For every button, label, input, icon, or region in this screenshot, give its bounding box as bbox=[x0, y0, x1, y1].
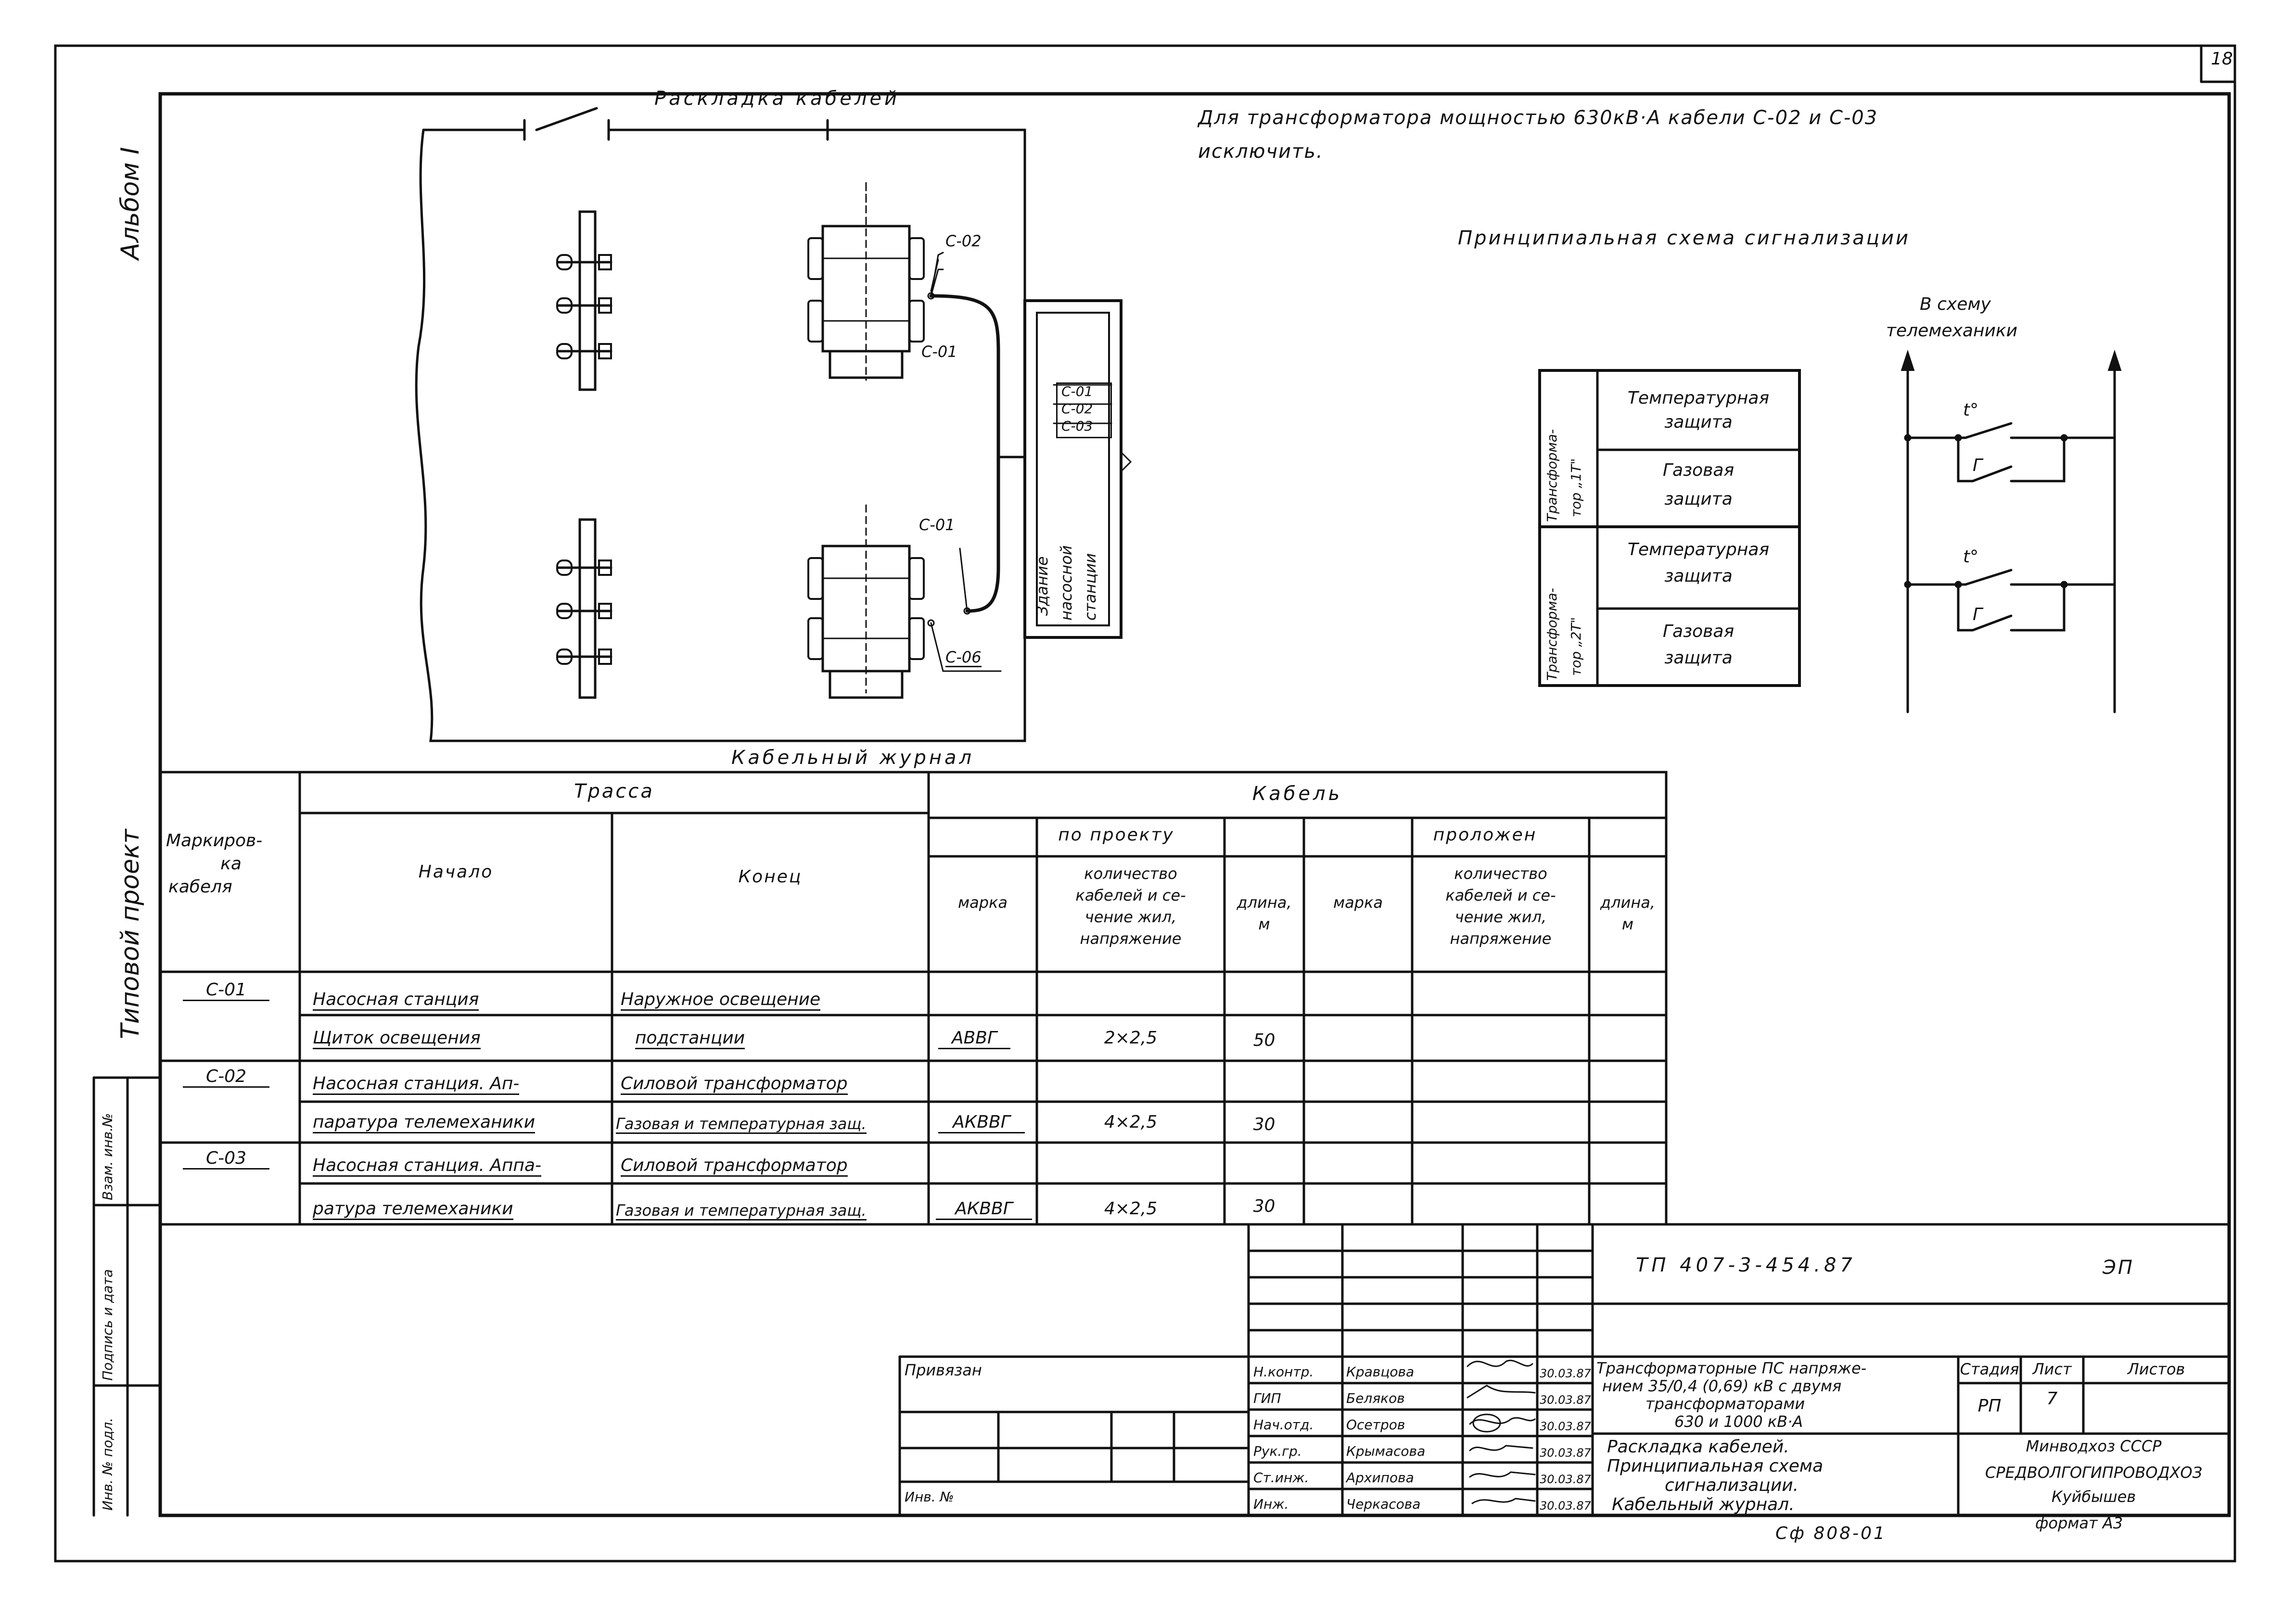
role-3: Рук.гр. bbox=[1253, 1443, 1302, 1459]
row2-brand: АВВГ bbox=[938, 1030, 1010, 1049]
transformer-1-name-2: тор „1Т" bbox=[1568, 458, 1584, 517]
cable-label-c01-bottom: С-01 bbox=[919, 516, 955, 534]
sheet-value: 7 bbox=[2046, 1389, 2058, 1409]
page-number: 18 bbox=[2211, 49, 2233, 69]
name-2: Осетров bbox=[1346, 1417, 1405, 1433]
row5-start: Насосная станция. Аппа- bbox=[313, 1157, 541, 1177]
sheets-label: Листов bbox=[2127, 1360, 2185, 1378]
row2-end: подстанции bbox=[635, 1030, 745, 1049]
protection-gas-2a: Газовая bbox=[1662, 622, 1735, 641]
date-1: 30.03.87 bbox=[1540, 1393, 1591, 1407]
transformer-2-name-1: Трансформа- bbox=[1544, 588, 1560, 681]
hdr-qty-laid-3: чение жил, bbox=[1454, 908, 1547, 926]
description-3: трансформаторами bbox=[1645, 1395, 1805, 1413]
stage-value: РП bbox=[1977, 1396, 2002, 1416]
protection-gas-1b: защита bbox=[1664, 489, 1733, 509]
building-label-2: насосной bbox=[1057, 545, 1075, 621]
row4-brand: АКВВГ bbox=[938, 1114, 1025, 1133]
role-5: Инж. bbox=[1253, 1496, 1289, 1512]
outer-frame bbox=[55, 46, 2235, 1561]
building-label-1: Здание bbox=[1033, 556, 1051, 616]
sheet-title-2: Принципиальная схема bbox=[1607, 1456, 1824, 1476]
row5-mark: С-03 bbox=[183, 1150, 269, 1170]
stamp-inv-label: Инв. № подл. bbox=[100, 1417, 115, 1511]
row2-len: 50 bbox=[1253, 1030, 1276, 1050]
row1-end: Наружное освещение bbox=[621, 991, 820, 1011]
hdr-len-project-2: м bbox=[1258, 915, 1270, 933]
role-1: ГИП bbox=[1253, 1390, 1281, 1406]
layout-title: Раскладка кабелей bbox=[654, 88, 900, 110]
inv-label: Инв. № bbox=[905, 1489, 954, 1505]
date-4: 30.03.87 bbox=[1540, 1473, 1591, 1486]
protection-temp-2b: защита bbox=[1664, 566, 1733, 586]
protection-temp-1a: Температурная bbox=[1627, 388, 1770, 408]
role-2: Нач.отд. bbox=[1253, 1417, 1314, 1433]
row5-end: Силовой трансформатор bbox=[621, 1157, 848, 1177]
bundle-label-c03: С-03 bbox=[1061, 418, 1093, 434]
note-line-1: Для трансформатора мощностью 630кВ·А кабели С-02 и С-03 bbox=[1198, 107, 1878, 129]
project-type-label: Типовой проект bbox=[116, 829, 145, 1039]
relay-temp-2: t° bbox=[1963, 547, 1979, 567]
org-1: Минводхоз СССР bbox=[2026, 1437, 2162, 1455]
date-3: 30.03.87 bbox=[1540, 1446, 1591, 1460]
description-1: Трансформаторные ПС напряже- bbox=[1596, 1359, 1867, 1377]
inner-frame bbox=[160, 94, 2229, 1515]
sheet-title-1: Раскладка кабелей. bbox=[1607, 1437, 1789, 1457]
sheet-title-4: Кабельный журнал. bbox=[1612, 1495, 1795, 1514]
sheet-title-3: сигнализации. bbox=[1665, 1475, 1799, 1495]
role-4: Ст.инж. bbox=[1253, 1470, 1309, 1486]
hdr-cable: Кабель bbox=[1252, 783, 1343, 805]
journal-title: Кабельный журнал bbox=[731, 747, 975, 769]
name-5: Черкасова bbox=[1346, 1496, 1421, 1512]
stamp-signature-label: Подпись и дата bbox=[100, 1269, 115, 1381]
hdr-qty-project-1: количество bbox=[1084, 865, 1177, 883]
org-2: СРЕДВОЛГОГИПРОВОДХОЗ bbox=[1985, 1463, 2203, 1482]
row6-len: 30 bbox=[1253, 1196, 1276, 1216]
album-label: Альбом I bbox=[116, 147, 145, 260]
row3-start: Насосная станция. Ап- bbox=[313, 1075, 519, 1095]
hdr-route: Трасса bbox=[574, 780, 654, 802]
transformer-1-name-1: Трансформа- bbox=[1544, 429, 1560, 522]
transformer-2-name-2: тор „2Т" bbox=[1568, 617, 1584, 676]
row4-start: паратура телемеханики bbox=[313, 1114, 535, 1133]
row2-qty: 2×2,5 bbox=[1104, 1028, 1158, 1048]
row6-brand: АКВВГ bbox=[936, 1200, 1032, 1220]
name-1: Беляков bbox=[1346, 1390, 1405, 1406]
hdr-mark-1: Маркиров- bbox=[166, 831, 263, 851]
date-0: 30.03.87 bbox=[1540, 1367, 1591, 1380]
row6-end: Газовая и температурная защ. bbox=[616, 1201, 867, 1220]
row6-start: ратура телемеханики bbox=[313, 1200, 513, 1220]
hdr-qty-laid-4: напряжение bbox=[1450, 929, 1552, 948]
row2-start: Щиток освещения bbox=[313, 1030, 481, 1049]
row3-mark: С-02 bbox=[183, 1068, 269, 1088]
role-0: Н.контр. bbox=[1253, 1364, 1314, 1380]
row4-end: Газовая и температурная защ. bbox=[616, 1115, 867, 1133]
relay-gas-1: Г bbox=[1973, 456, 1983, 475]
building-label-3: станции bbox=[1081, 553, 1099, 621]
hdr-by-project: по проекту bbox=[1058, 825, 1174, 845]
sheet-label: Лист bbox=[2032, 1360, 2072, 1378]
row6-qty: 4×2,5 bbox=[1104, 1199, 1158, 1219]
archive-number: Сф 808-01 bbox=[1775, 1524, 1887, 1543]
date-2: 30.03.87 bbox=[1540, 1420, 1591, 1433]
cable-label-c06: С-06 bbox=[945, 648, 982, 666]
protection-gas-1a: Газовая bbox=[1662, 460, 1735, 480]
hdr-qty-project-4: напряжение bbox=[1080, 929, 1182, 948]
note-line-2: исключить. bbox=[1198, 140, 1324, 163]
row4-len: 30 bbox=[1253, 1115, 1276, 1134]
scheme-target-line-1: В схему bbox=[1920, 294, 1991, 314]
row4-qty: 4×2,5 bbox=[1104, 1112, 1158, 1132]
description-4: 630 и 1000 кВ·А bbox=[1674, 1412, 1803, 1431]
hdr-len-laid-1: длина, bbox=[1600, 893, 1656, 912]
hdr-start: Начало bbox=[418, 862, 494, 882]
hdr-len-project-1: длина, bbox=[1237, 893, 1292, 912]
hdr-brand-laid: марка bbox=[1333, 893, 1383, 912]
cable-bundle-box bbox=[1056, 382, 1112, 438]
hdr-brand-project: марка bbox=[958, 893, 1008, 912]
attached-label: Привязан bbox=[905, 1361, 982, 1379]
protection-temp-2a: Температурная bbox=[1627, 540, 1770, 559]
bundle-label-c01: С-01 bbox=[1061, 383, 1093, 399]
hdr-len-laid-2: м bbox=[1621, 915, 1634, 933]
document-code: ТП 407-3-454.87 bbox=[1636, 1254, 1856, 1276]
sheet-format: формат А3 bbox=[2035, 1514, 2123, 1532]
row3-end: Силовой трансформатор bbox=[621, 1075, 848, 1095]
hdr-qty-laid-1: количество bbox=[1454, 865, 1547, 883]
relay-gas-2: Г bbox=[1973, 605, 1983, 624]
cable-label-c02: С-02 bbox=[945, 232, 982, 250]
cable-label-c01-top: С-01 bbox=[921, 343, 957, 361]
relay-temp-1: t° bbox=[1963, 400, 1979, 420]
description-2: нием 35/0,4 (0,69) кВ с двумя bbox=[1602, 1377, 1842, 1395]
org-3: Куйбышев bbox=[2051, 1488, 2136, 1506]
hdr-qty-project-3: чение жил, bbox=[1084, 908, 1177, 926]
scheme-target-line-2: телемеханики bbox=[1886, 321, 2018, 341]
hdr-end: Конец bbox=[738, 867, 803, 887]
stage-label: Стадия bbox=[1960, 1360, 2019, 1378]
stamp-replace-label: Взам. инв.№ bbox=[100, 1113, 115, 1200]
hdr-mark-2: ка bbox=[220, 854, 242, 874]
signal-scheme-title: Принципиальная схема сигнализации bbox=[1458, 227, 1910, 249]
protection-temp-1b: защита bbox=[1664, 412, 1733, 432]
date-5: 30.03.87 bbox=[1540, 1499, 1591, 1513]
name-3: Крымасова bbox=[1346, 1443, 1426, 1459]
hdr-mark-3: кабеля bbox=[168, 877, 232, 897]
document-section: ЭП bbox=[2103, 1257, 2135, 1279]
bundle-label-c02: С-02 bbox=[1061, 401, 1093, 417]
name-4: Архипова bbox=[1346, 1470, 1414, 1486]
name-0: Кравцова bbox=[1346, 1364, 1415, 1380]
row1-start: Насосная станция bbox=[313, 991, 479, 1011]
hdr-laid: проложен bbox=[1433, 825, 1537, 845]
protection-gas-2b: защита bbox=[1664, 648, 1733, 668]
row1-mark: С-01 bbox=[183, 981, 269, 1001]
hdr-qty-project-2: кабелей и се- bbox=[1075, 886, 1186, 904]
hdr-qty-laid-2: кабелей и се- bbox=[1445, 886, 1556, 904]
